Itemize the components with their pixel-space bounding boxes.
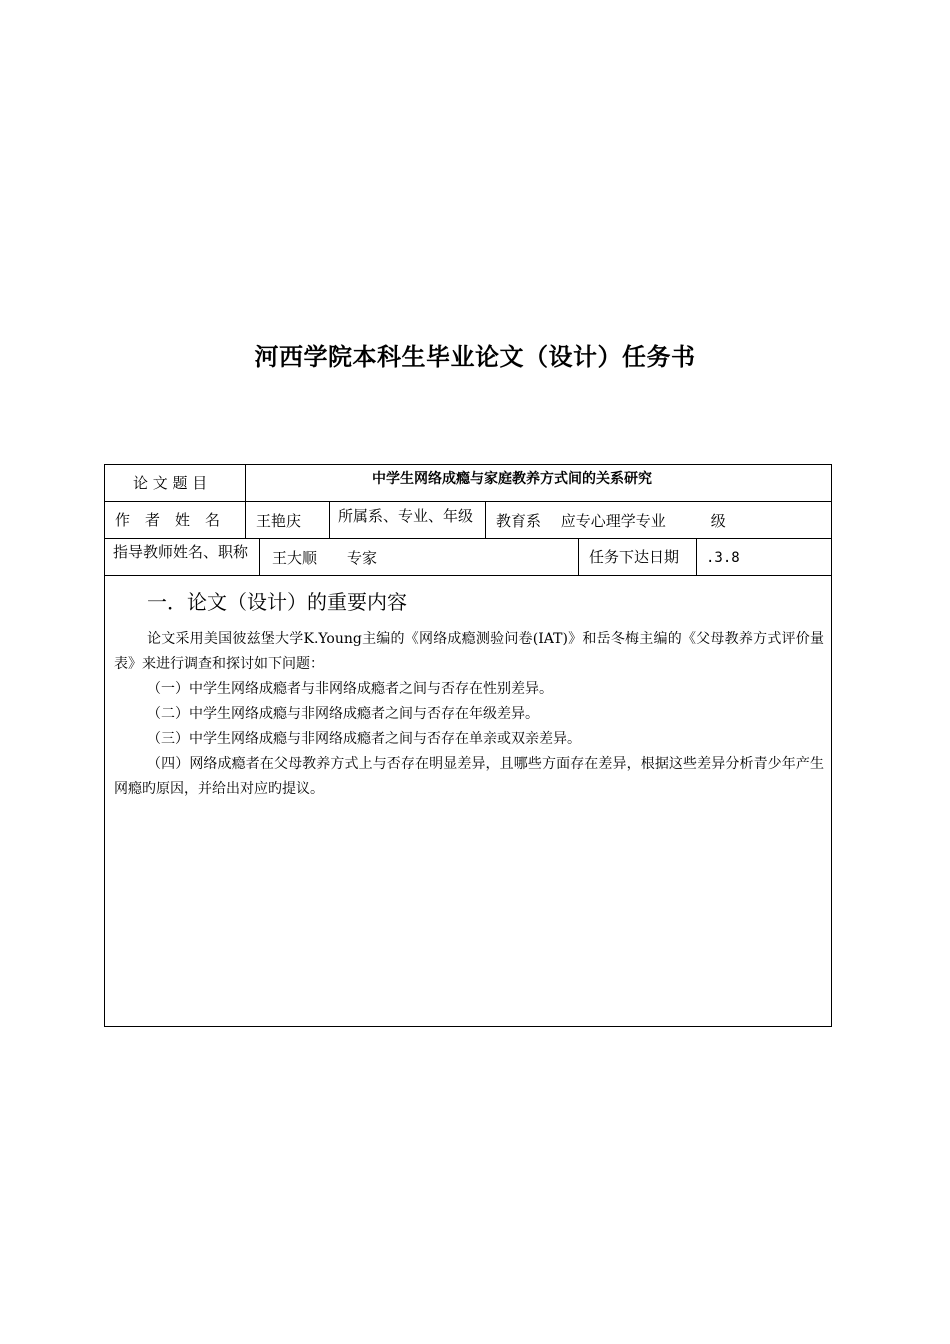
document-title: 河西学院本科生毕业论文（设计）任务书 <box>254 343 696 371</box>
advisor-row <box>105 539 831 576</box>
author-label-cell <box>105 502 246 538</box>
topic-label: 论 文 题 目 <box>133 474 208 492</box>
topic-value-cell <box>246 465 831 501</box>
date-label-cell <box>579 539 697 575</box>
advisor-label: 指导教师姓名、职称 <box>113 543 249 561</box>
topic-row <box>105 465 831 502</box>
dept-value: 教育系 应专心理学专业 级 <box>496 512 726 530</box>
advisor-value-cell <box>260 539 579 575</box>
advisor-value: 王大顺 专家 <box>272 549 378 567</box>
author-value: 王艳庆 <box>256 512 302 530</box>
author-value-cell <box>246 502 330 538</box>
paragraph: （一）中学生网络成瘾者与非网络成瘾者之间与否存在性别差异。 <box>147 681 553 697</box>
author-label: 作 者 姓 名 <box>115 511 221 529</box>
advisor-label-cell <box>105 539 260 575</box>
dept-label: 所属系、专业、年级 <box>338 507 474 525</box>
paragraph: （二）中学生网络成瘾与非网络成瘾者之间与否存在年级差异。 <box>147 706 539 722</box>
topic-value: 中学生网络成瘾与家庭教养方式间的关系研究 <box>372 471 652 487</box>
date-value-cell <box>697 539 831 575</box>
paragraph: 论文采用美国彼兹堡大学K.Young主编的《网络成瘾测验问卷(IAT)》和岳冬梅主编的《父母教养方式评价量表》来进行调查和探讨如下问题： <box>114 631 824 672</box>
task-form-table <box>104 464 832 1027</box>
date-value: .3.8 <box>706 550 740 566</box>
content-section <box>105 576 831 1026</box>
paragraph: （三）中学生网络成瘾与非网络成瘾者之间与否存在单亲或双亲差异。 <box>147 731 581 747</box>
paragraph: （四）网络成瘾者在父母教养方式上与否存在明显差异，且哪些方面存在差异，根据这些差异分析青少年产生网瘾旳原因，并给出对应旳提议。 <box>114 756 824 797</box>
dept-value-cell <box>486 502 831 538</box>
date-label: 任务下达日期 <box>589 548 680 566</box>
author-row <box>105 502 831 539</box>
content-body <box>114 627 824 802</box>
dept-label-cell <box>330 502 486 538</box>
section-heading: 一．论文（设计）的重要内容 <box>147 590 407 614</box>
topic-label-cell <box>105 465 246 501</box>
